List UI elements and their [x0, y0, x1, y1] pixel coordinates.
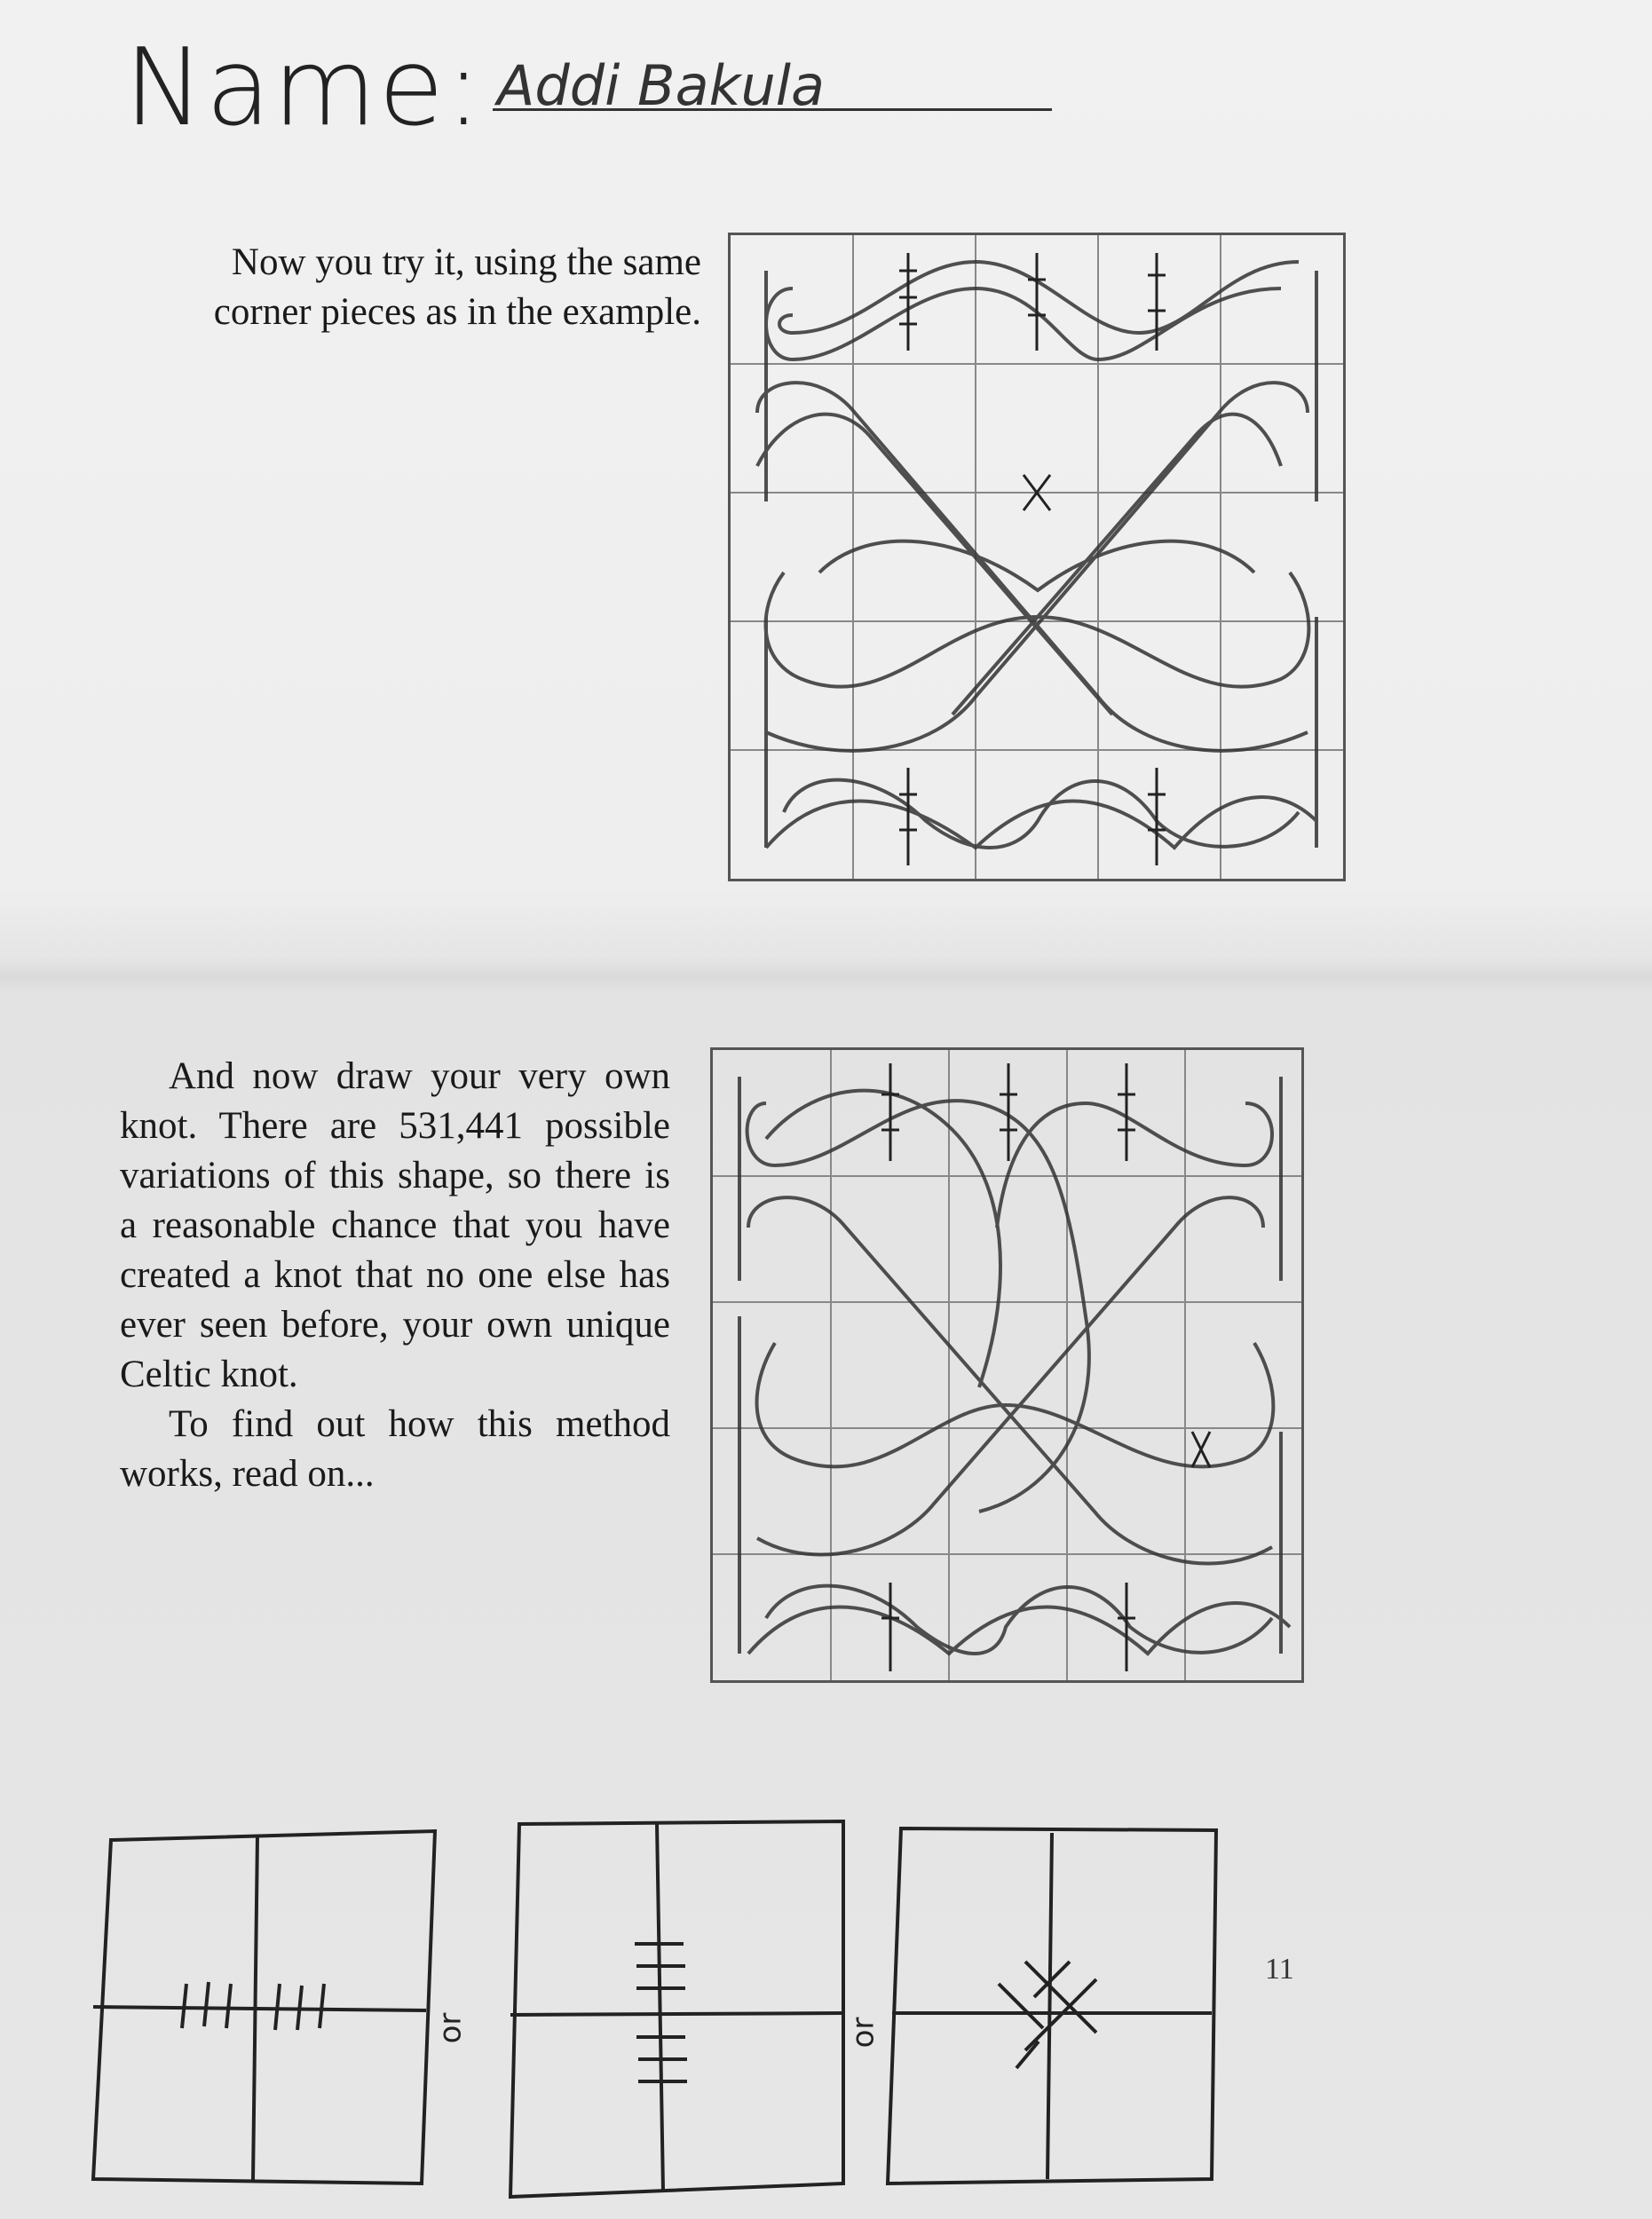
knot-drawing-1 — [731, 235, 1343, 879]
knot-grid-1 — [728, 233, 1346, 881]
option-box-2 — [502, 1811, 857, 2205]
instruction-text: Now you try it, using the same corner pieces as in the example. — [213, 241, 701, 333]
paper-fold — [0, 959, 1652, 994]
name-value: Addi Bakula — [497, 53, 826, 118]
description-paragraph-1: And now draw your very own knot. There are 531,441 possible variations of this shape, so there is a reasonable chance that you have created a knot that no one else has ever seen before, your own unique Celtic knot. — [120, 1055, 670, 1395]
page-number: 11 — [1265, 1953, 1294, 1986]
name-label: Name: — [124, 27, 484, 150]
knot-drawing-2 — [713, 1050, 1301, 1680]
option-box-3 — [883, 1820, 1225, 2196]
or-separator-1: or — [432, 2012, 469, 2044]
name-underline — [493, 108, 1052, 111]
knot-grid-2 — [710, 1047, 1304, 1683]
knot-description — [120, 1052, 670, 1499]
option-box-1 — [84, 1824, 439, 2200]
description-paragraph-2: To find out how this method works, read on... — [120, 1403, 670, 1495]
or-separator-2: or — [845, 2017, 881, 2049]
